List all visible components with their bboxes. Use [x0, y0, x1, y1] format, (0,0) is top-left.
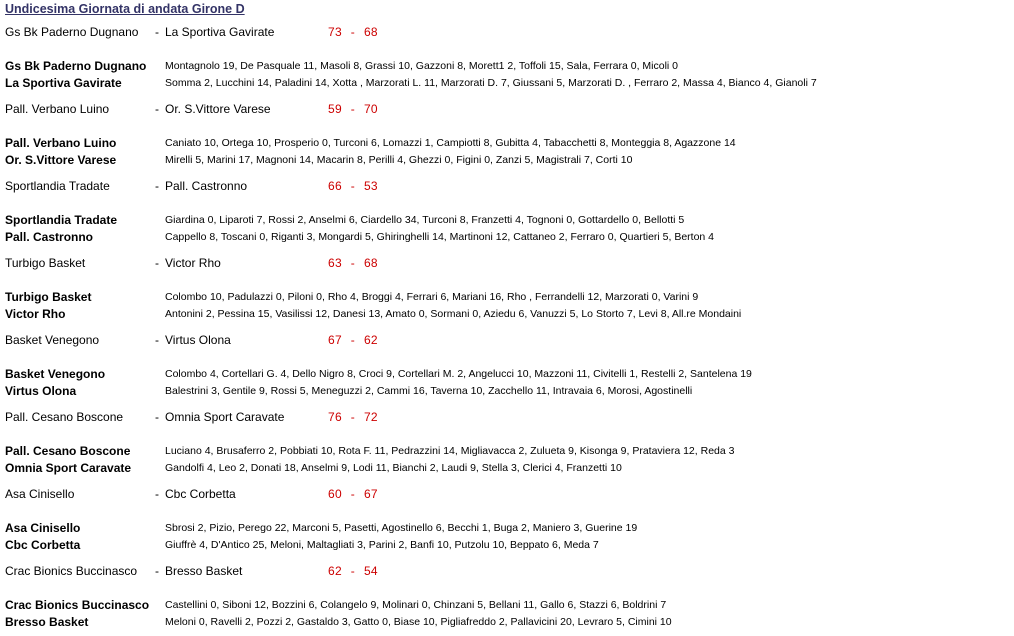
home-score: 60 — [328, 487, 342, 501]
away-lineup-row — [0, 384, 1014, 400]
away-team-name: Victor Rho — [165, 256, 221, 270]
home-score: 62 — [328, 564, 342, 578]
home-lineup-players: Giardina 0, Liparoti 7, Rossi 2, Anselmi 6, Ciardello 34, Turconi 8, Franzetti 4, Tognoni 0, Gottardello 0, Bellotti 5 — [165, 214, 685, 226]
match-result-row — [0, 564, 1014, 580]
match-block — [0, 256, 1014, 333]
score-separator: - — [350, 564, 356, 578]
team-separator: - — [155, 102, 159, 116]
home-lineup-row — [0, 136, 1014, 152]
team-separator: - — [155, 179, 159, 193]
match-score — [328, 25, 378, 39]
home-lineup-team: Basket Venegono — [5, 367, 106, 381]
match-score — [328, 410, 378, 424]
match-result-row — [0, 102, 1014, 118]
home-lineup-row — [0, 521, 1014, 537]
away-lineup-team: Cbc Corbetta — [5, 538, 81, 552]
home-lineup-players: Colombo 10, Padulazzi 0, Piloni 0, Rho 4, Broggi 4, Ferrari 6, Mariani 16, Rho , Ferrandelli 12, Marzorati 0, Varini 9 — [165, 291, 699, 303]
home-lineup-players: Luciano 4, Brusaferro 2, Pobbiati 10, Rota F. 11, Pedrazzini 14, Migliavacca 2, Zulueta 9, Kisonga 9, Prataviera 12, Reda 3 — [165, 445, 735, 457]
away-lineup-team: Victor Rho — [5, 307, 66, 321]
score-separator: - — [350, 333, 356, 347]
match-score — [328, 564, 378, 578]
match-block — [0, 102, 1014, 179]
home-lineup-row — [0, 444, 1014, 460]
away-lineup-team: Omnia Sport Caravate — [5, 461, 132, 475]
home-lineup-team: Pall. Verbano Luino — [5, 136, 117, 150]
away-team-name: Omnia Sport Caravate — [165, 410, 285, 424]
page-title[interactable]: Undicesima Giornata di andata Girone D — [5, 2, 245, 16]
home-lineup-row — [0, 213, 1014, 229]
away-score: 72 — [363, 410, 378, 424]
match-block — [0, 179, 1014, 256]
away-score: 62 — [363, 333, 378, 347]
home-lineup-players: Colombo 4, Cortellari G. 4, Dello Nigro 8, Croci 9, Cortellari M. 2, Angelucci 10, Mazzoni 11, Civitelli 1, Restelli 2, Santelena 19 — [165, 368, 752, 380]
home-lineup-team: Crac Bionics Buccinasco — [5, 598, 150, 612]
team-separator: - — [155, 410, 159, 424]
away-score: 67 — [363, 487, 378, 501]
away-lineup-row — [0, 461, 1014, 477]
away-team-name: Cbc Corbetta — [165, 487, 236, 501]
away-lineup-row — [0, 615, 1014, 631]
away-lineup-row — [0, 153, 1014, 169]
score-separator: - — [350, 179, 356, 193]
home-lineup-team: Asa Cinisello — [5, 521, 81, 535]
away-lineup-team: Virtus Olona — [5, 384, 77, 398]
match-block — [0, 564, 1014, 636]
match-block — [0, 333, 1014, 410]
away-lineup-row — [0, 538, 1014, 554]
match-result-row — [0, 410, 1014, 426]
away-lineup-team: La Sportiva Gavirate — [5, 76, 122, 90]
home-lineup-team: Sportlandia Tradate — [5, 213, 118, 227]
match-block — [0, 487, 1014, 564]
match-result-row — [0, 179, 1014, 195]
match-score — [328, 256, 378, 270]
score-separator: - — [350, 25, 356, 39]
away-lineup-players: Balestrini 3, Gentile 9, Rossi 5, Meneguzzi 2, Cammi 16, Taverna 10, Zacchello 11, Intravaia 6, Morosi, Agostinelli — [165, 385, 693, 397]
away-lineup-team: Or. S.Vittore Varese — [5, 153, 117, 167]
home-score: 67 — [328, 333, 342, 347]
home-lineup-row — [0, 598, 1014, 614]
away-team-name: Or. S.Vittore Varese — [165, 102, 271, 116]
match-result-row — [0, 487, 1014, 503]
match-score — [328, 487, 378, 501]
home-lineup-row — [0, 290, 1014, 306]
away-lineup-row — [0, 307, 1014, 323]
home-team-name: Pall. Cesano Boscone — [5, 410, 124, 424]
home-score: 66 — [328, 179, 342, 193]
team-separator: - — [155, 333, 159, 347]
home-team-name: Turbigo Basket — [5, 256, 86, 270]
match-block — [0, 25, 1014, 102]
home-lineup-team: Gs Bk Paderno Dugnano — [5, 59, 147, 73]
away-lineup-players: Antonini 2, Pessina 15, Vasilissi 12, Danesi 13, Amato 0, Sormani 0, Aziedu 6, Vanuzzi 5, Lo Storto 7, Levi 8, All.re Mondaini — [165, 308, 742, 320]
home-team-name: Pall. Verbano Luino — [5, 102, 110, 116]
match-result-row — [0, 333, 1014, 349]
home-lineup-players: Sbrosi 2, Pizio, Perego 22, Marconi 5, Pasetti, Agostinello 6, Becchi 1, Buga 2, Maniero 3, Guerine 19 — [165, 522, 638, 534]
score-separator: - — [350, 487, 356, 501]
team-separator: - — [155, 256, 159, 270]
home-lineup-players: Montagnolo 19, De Pasquale 11, Masoli 8, Grassi 10, Gazzoni 8, Morett1 2, Toffoli 15, Sala, Ferrara 0, Micoli 0 — [165, 60, 679, 72]
home-team-name: Gs Bk Paderno Dugnano — [5, 25, 139, 39]
away-team-name: Bresso Basket — [165, 564, 243, 578]
away-team-name: Pall. Castronno — [165, 179, 248, 193]
away-lineup-team: Bresso Basket — [5, 615, 89, 629]
home-team-name: Crac Bionics Buccinasco — [5, 564, 138, 578]
team-separator: - — [155, 25, 159, 39]
away-team-name: Virtus Olona — [165, 333, 231, 347]
match-score — [328, 102, 378, 116]
team-separator: - — [155, 487, 159, 501]
match-result-row — [0, 256, 1014, 272]
home-team-name: Sportlandia Tradate — [5, 179, 110, 193]
match-score — [328, 179, 378, 193]
home-team-name: Basket Venegono — [5, 333, 100, 347]
away-score: 70 — [363, 102, 378, 116]
away-score: 68 — [363, 25, 378, 39]
away-score: 68 — [363, 256, 378, 270]
away-score: 54 — [363, 564, 378, 578]
away-lineup-players: Somma 2, Lucchini 14, Paladini 14, Xotta , Marzorati L. 11, Marzorati D. 7, Giussani 5, Marzorati D. , Ferraro 2, Massa 4, Bianco 4, Gianoli 7 — [165, 77, 817, 89]
away-lineup-players: Cappello 8, Toscani 0, Riganti 3, Mongardi 5, Ghiringhelli 14, Martinoni 12, Cattaneo 2, Ferraro 0, Quartieri 5, Berton 4 — [165, 231, 715, 243]
away-lineup-players: Giuffrè 4, D'Antico 25, Meloni, Maltagliati 3, Parini 2, Banfi 10, Putzolu 10, Beppato 6, Meda 7 — [165, 539, 599, 551]
away-team-name: La Sportiva Gavirate — [165, 25, 275, 39]
team-separator: - — [155, 564, 159, 578]
home-lineup-team: Turbigo Basket — [5, 290, 92, 304]
home-team-name: Asa Cinisello — [5, 487, 75, 501]
home-score: 73 — [328, 25, 342, 39]
home-lineup-players: Castellini 0, Siboni 12, Bozzini 6, Colangelo 9, Molinari 0, Chinzani 5, Bellani 11, Gallo 6, Stazzi 6, Boldrini 7 — [165, 599, 667, 611]
home-score: 76 — [328, 410, 342, 424]
score-separator: - — [350, 410, 356, 424]
away-lineup-players: Meloni 0, Ravelli 2, Pozzi 2, Gastaldo 3, Gatto 0, Biase 10, Pigliafreddo 2, Pallavicini 20, Levraro 5, Cimini 10 — [165, 616, 672, 628]
away-score: 53 — [363, 179, 378, 193]
match-score — [328, 333, 378, 347]
away-lineup-players: Mirelli 5, Marini 17, Magnoni 14, Macarin 8, Perilli 4, Ghezzi 0, Figini 0, Zanzi 5, Magistrali 7, Corti 10 — [165, 154, 633, 166]
home-lineup-row — [0, 367, 1014, 383]
home-lineup-row — [0, 59, 1014, 75]
away-lineup-team: Pall. Castronno — [5, 230, 94, 244]
away-lineup-row — [0, 230, 1014, 246]
home-score: 63 — [328, 256, 342, 270]
home-lineup-team: Pall. Cesano Boscone — [5, 444, 131, 458]
score-separator: - — [350, 102, 356, 116]
home-score: 59 — [328, 102, 342, 116]
score-separator: - — [350, 256, 356, 270]
match-result-row — [0, 25, 1014, 41]
home-lineup-players: Caniato 10, Ortega 10, Prosperio 0, Turconi 6, Lomazzi 1, Campiotti 8, Gubitta 4, Tabacchetti 8, Monteggia 8, Agazzone 14 — [165, 137, 736, 149]
away-lineup-players: Gandolfi 4, Leo 2, Donati 18, Anselmi 9, Lodi 11, Bianchi 2, Laudi 9, Stella 3, Clerici 4, Franzetti 10 — [165, 462, 622, 474]
away-lineup-row — [0, 76, 1014, 92]
match-block — [0, 410, 1014, 487]
